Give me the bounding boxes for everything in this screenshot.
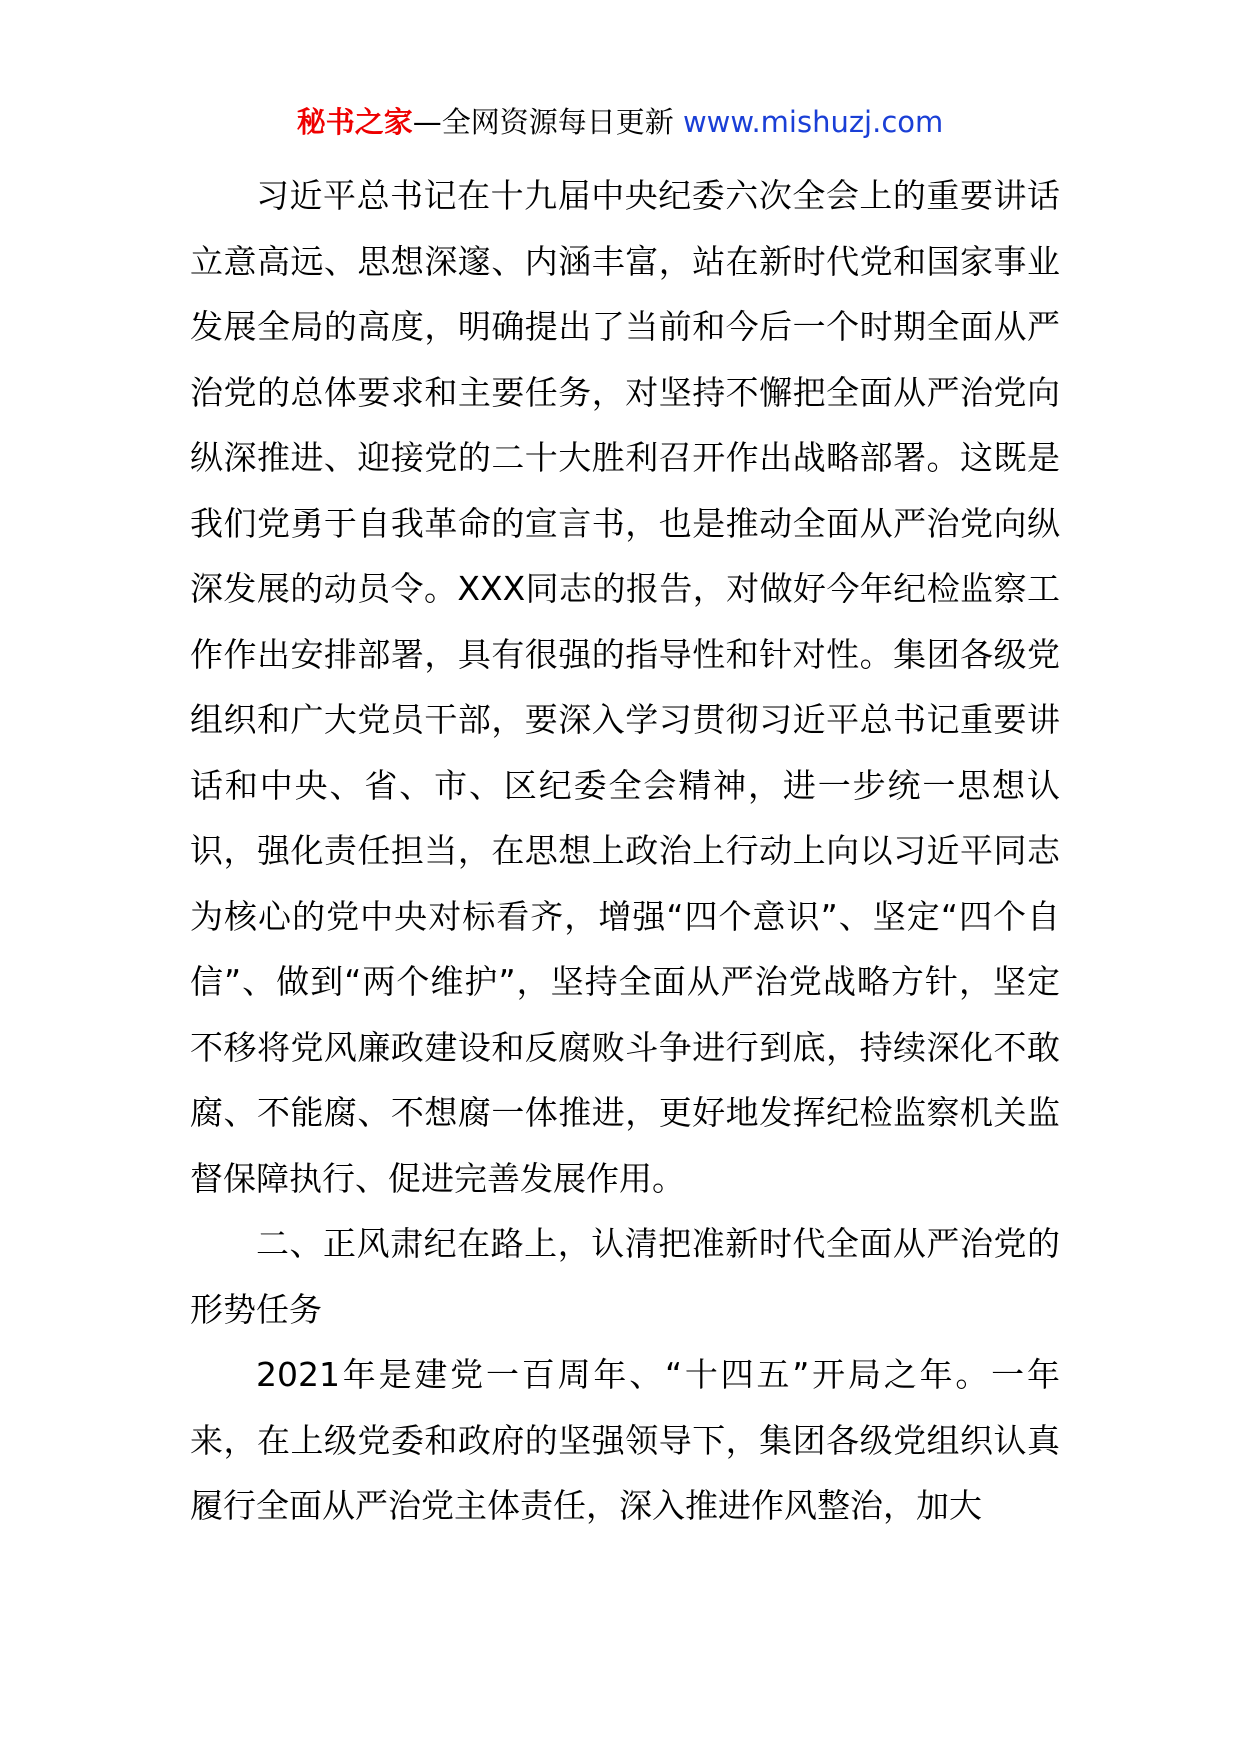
paragraph-intro: 习近平总书记在十九届中央纪委六次全会上的重要讲话立意高远、思想深邃、内涵丰富，站在新时代党和国家事业发展全局的高度，明确提出了当前和今后一个时期全面从严治党的总体要求和主要任务，对坚持不懈把全面从严治党向纵深推进、迎接党的二十大胜利召开作出战略部署。这既是我们党勇于自我革命的宣言书，也是推动全面从严治党向纵深发展的动员令。XXX同志的报告，对做好今年纪检监察工作作出安排部署，具有很强的指导性和针对性。集团各级党组织和广大党员干部，要深入学习贯彻习近平总书记重要讲话和中央、省、市、区纪委全会精神，进一步统一思想认识，强化责任担当，在思想上政治上行动上向以习近平同志为核心的党中央对标看齐，增强“四个意识”、坚定“四个自信”、做到“两个维护”，坚持全面从严治党战略方针，坚定不移将党风廉政建设和反腐败斗争进行到底，持续深化不敢腐、不能腐、不想腐一体推进，更好地发挥纪检监察机关监督保障执行、促进完善发展作用。 (190, 176, 1060, 1198)
site-header (0, 102, 1240, 142)
section-heading-2: 二、正风肃纪在路上，认清把准新时代全面从严治党的形势任务 (190, 1224, 1060, 1329)
header-tagline: —全网资源每日更新 (412, 105, 674, 139)
document-body (190, 163, 1060, 1539)
brand-name: 秘书之家 (296, 105, 413, 139)
paragraph-2021: 2021年是建党一百周年、“十四五”开局之年。一年来，在上级党委和政府的坚强领导下，集团各级党组织认真履行全面从严治党主体责任，深入推进作风整治，加大 (190, 1355, 1060, 1525)
site-url-link[interactable]: www.mishuzj.com (682, 105, 944, 139)
